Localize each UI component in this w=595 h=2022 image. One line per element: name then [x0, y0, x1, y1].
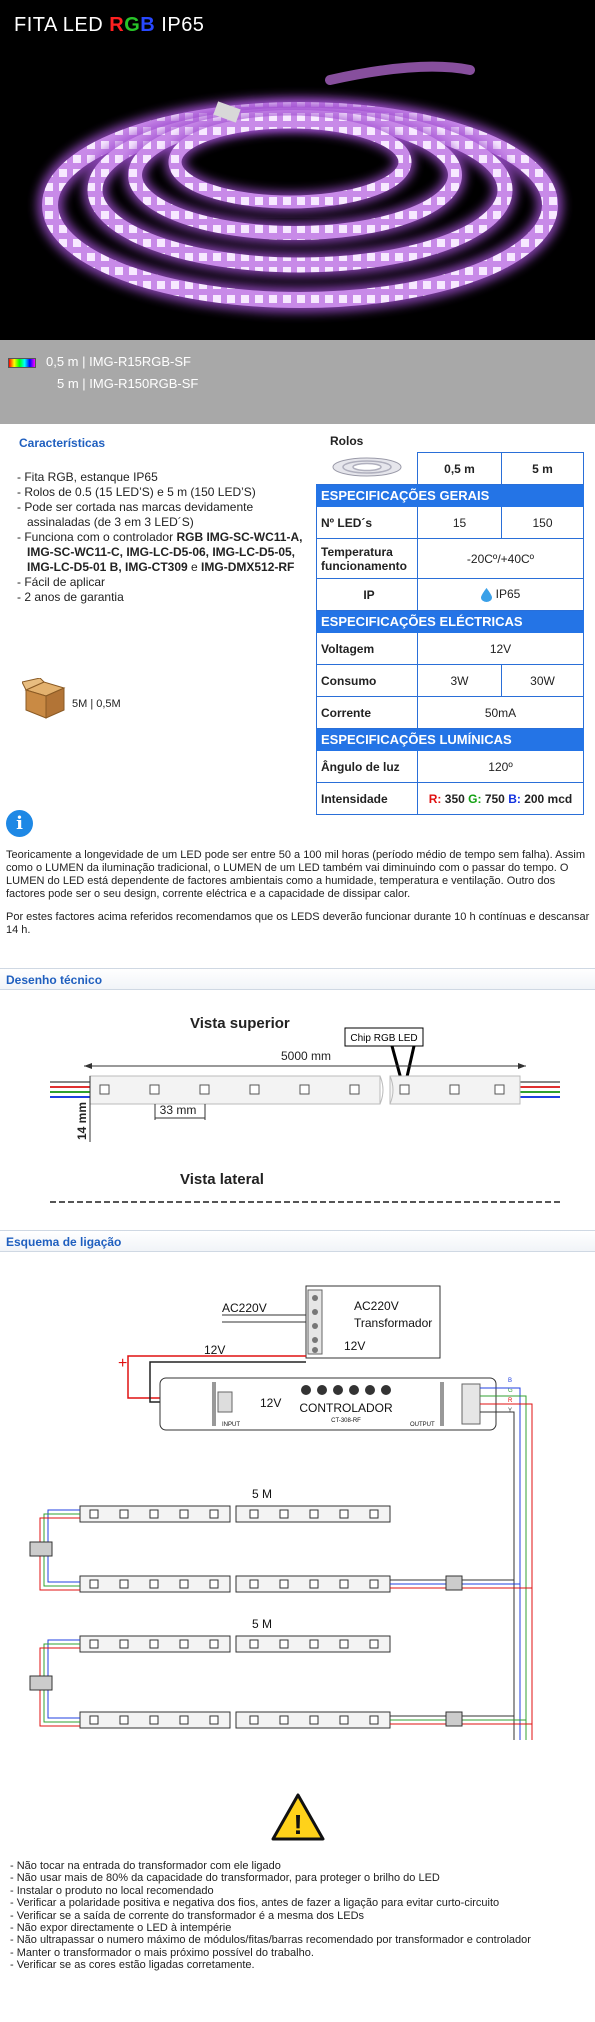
list-item: - Pode ser cortada nas marcas devidamente assinaladas (de 3 em 3 LED´S)	[17, 500, 307, 530]
info-text	[6, 849, 590, 937]
code-row-05m: 0,5 m | IMG-R15RGB-SF	[8, 354, 191, 369]
box-label: 5M | 0,5M	[72, 698, 121, 710]
section-esquema-ligacao: Esquema de ligação	[0, 1230, 595, 1252]
list-item: - 2 anos de garantia	[17, 590, 307, 605]
spec-table	[316, 430, 584, 815]
codes-band	[0, 340, 595, 424]
characteristics-title: Características	[19, 436, 106, 450]
technical-drawing	[0, 992, 595, 1232]
controller-label: CONTROLADOR	[299, 1401, 393, 1415]
list-item: - Fácil de aplicar	[17, 575, 307, 590]
input-label: INPUT	[222, 1422, 240, 1428]
svg-text:!: !	[293, 1809, 303, 1840]
ip-value: IP65	[495, 587, 521, 602]
strip-length-1: 5 M	[251, 1487, 273, 1501]
list-item: - Rolos de 0.5 (15 LED’S) e 5 m (150 LED’S)	[17, 485, 307, 500]
voltagem-label: Voltagem	[317, 633, 418, 665]
rolos-label: Rolos	[330, 434, 364, 448]
col-5m: 5 m	[502, 453, 584, 485]
list-item: - Funciona com o controlador RGB IMG-SC-WC11-A, IMG-SC-WC11-C, IMG-LC-D5-06, IMG-LC-D5-05, IMG-LC-D5-01 B, IMG-CT309 e IMG-DMX512-RF	[17, 530, 307, 575]
corrente-value: 50mA	[418, 697, 584, 729]
list-item: - Não expor directamente o LED à intempérie	[10, 1922, 590, 1934]
ac-label: AC220V	[354, 1299, 399, 1313]
controller-12v: 12V	[260, 1396, 282, 1410]
ip-value-cell	[418, 579, 584, 611]
temp-value: -20Cº/+40Cº	[418, 539, 584, 579]
pitch-label: 33 mm	[159, 1103, 197, 1117]
list-item: - Não usar mais de 80% da capacidade do transformador, para proteger o brilho do LED	[10, 1872, 590, 1884]
intensidade-label: Intensidade	[317, 783, 418, 815]
wire-g-label: G	[508, 1388, 513, 1394]
info-paragraph: Teoricamente a longevidade de um LED pode ser entre 50 a 100 mil horas (período médio de tempo sem falha). Assim como o LUMEN da iluminação tradicional, o LUMEN de um LED também vai diminuindo com o passar do tempo. O LUMEN do LED está dependente de factores ambientais como a humidade, temperatura e ventilação. Outro dos factores pode ser o seu design, corrente eléctrica e a capacidade de dissipar calor.	[6, 849, 586, 900]
consumo-5m: 30W	[502, 665, 584, 697]
info-paragraph: Por estes factores acima referidos recomendamos que os LEDS deverão funcionar durante 10 h contínuas e descansar 14 h.	[6, 911, 590, 936]
wire-y-label: Y	[508, 1408, 513, 1414]
intensidade-value: R: 350 G: 750 B: 200 mcd	[418, 783, 584, 815]
characteristics-list	[17, 470, 307, 605]
consumo-label: Consumo	[317, 665, 418, 697]
wiring-diagram	[0, 1260, 595, 1780]
box-icon	[22, 678, 68, 720]
warnings-list	[10, 1860, 590, 1972]
angulo-label: Ângulo de luz	[317, 751, 418, 783]
length-label: 5000 mm	[280, 1049, 332, 1063]
temp-label: Temperatura funcionamento	[317, 539, 418, 579]
code-row-5m: 5 m | IMG-R150RGB-SF	[57, 376, 199, 391]
list-item: - Instalar o produto no local recomendado	[10, 1885, 590, 1897]
info-icon: i	[6, 810, 33, 837]
top-view-title: Vista superior	[190, 1015, 290, 1032]
leds-label: Nº LED´s	[317, 507, 418, 539]
luminicas-header: ESPECIFICAÇÕES LUMÍNICAS	[317, 729, 584, 751]
dc-12v-label: 12V	[204, 1343, 226, 1357]
side-view-title: Vista lateral	[180, 1171, 264, 1188]
product-title: FITA LED RGB IP65	[14, 14, 205, 36]
list-item: - Verificar se a saída de corrente do transformador é a mesma dos LEDs	[10, 1910, 590, 1922]
water-drop-icon	[481, 588, 492, 602]
plus-sign: +	[118, 1355, 128, 1372]
reel-cell	[317, 453, 418, 485]
leds-5m: 150	[502, 507, 584, 539]
list-item: - Não ultrapassar o numero máximo de módulos/fitas/barras recomendado por transformador e controlador	[10, 1934, 590, 1946]
warning-icon	[270, 1792, 326, 1842]
consumo-05m: 3W	[418, 665, 502, 697]
corrente-label: Corrente	[317, 697, 418, 729]
transformer-12v: 12V	[344, 1339, 366, 1353]
list-item: - Verificar a polaridade positiva e negativa dos fios, antes de fazer a ligação para evitar curto-circuito	[10, 1897, 590, 1909]
electricas-header: ESPECIFICAÇÕES ELÉCTRICAS	[317, 611, 584, 633]
section-desenho-tecnico: Desenho técnico	[0, 968, 595, 990]
list-item: - Verificar se as cores estão ligadas corretamente.	[10, 1959, 590, 1971]
wire-r-label: R	[508, 1398, 513, 1404]
ac-input-label: AC220V	[222, 1301, 267, 1315]
leds-05m: 15	[418, 507, 502, 539]
gerais-header: ESPECIFICAÇÕES GERAIS	[317, 485, 584, 507]
output-label: OUTPUT	[410, 1422, 435, 1428]
controller-model: CT-308-RF	[331, 1418, 361, 1424]
angulo-value: 120º	[418, 751, 584, 783]
col-05m: 0,5 m	[418, 453, 502, 485]
wire-b-label: B	[508, 1378, 513, 1384]
list-item: - Manter o transformador o mais próximo possível do trabalho.	[10, 1947, 590, 1959]
list-item: - Não tocar na entrada do transformador com ele ligado	[10, 1860, 590, 1872]
voltagem-value: 12V	[418, 633, 584, 665]
led-strip-photo	[0, 40, 595, 340]
reel-icon	[329, 456, 405, 478]
chip-label: Chip RGB LED	[350, 1033, 418, 1044]
strip-length-2: 5 M	[251, 1617, 273, 1631]
rgb-swatch-icon	[8, 358, 36, 368]
width-label: 14 mm	[75, 1101, 89, 1140]
transformer-label: Transformador	[354, 1316, 433, 1330]
ip-label: IP	[317, 579, 418, 611]
list-item: - Fita RGB, estanque IP65	[17, 470, 307, 485]
hero-banner	[0, 0, 595, 340]
